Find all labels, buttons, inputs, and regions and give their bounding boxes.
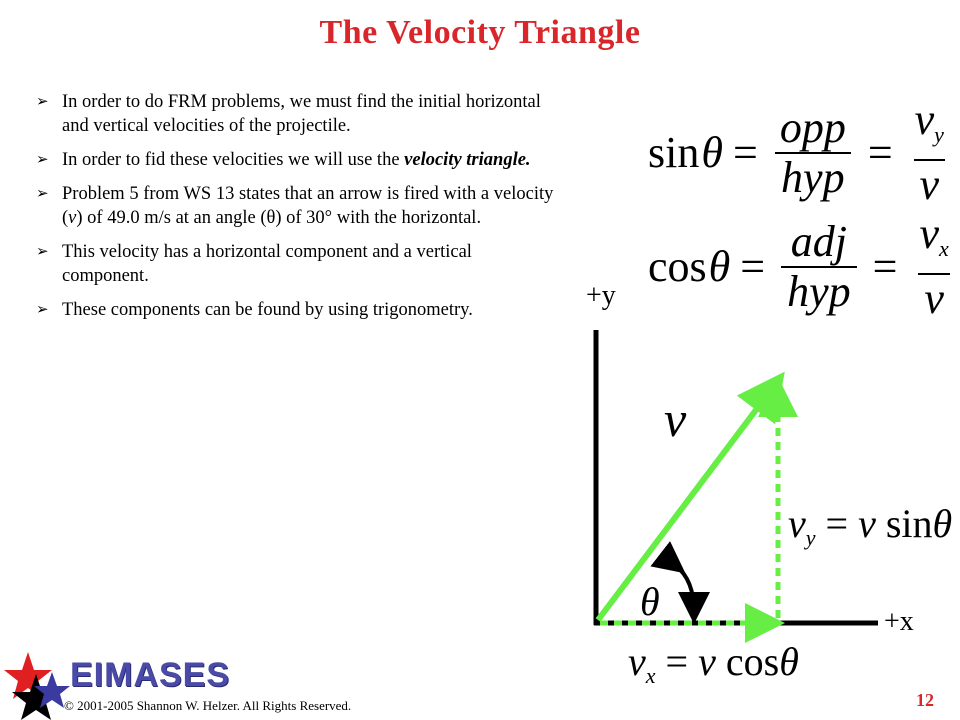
theta-label: θ: [640, 579, 660, 624]
arrow-bullet-icon: ➢: [36, 152, 49, 168]
cos-equation: cos θ = $\frac{\text{adj}}{\text{hyp}}$ = $\frac{v_x}{v}$: [648, 212, 960, 321]
bullet-text: In order to do FRM problems, we must find the initial horizontal and vertical velocities of the projectile.: [62, 92, 541, 136]
bullet-var-v: v: [68, 208, 77, 228]
bullet-text: This velocity has a horizontal component and a vertical component.: [62, 242, 472, 286]
arrow-bullet-icon: ➢: [36, 244, 49, 260]
arrow-bullet-icon: ➢: [36, 94, 49, 110]
angle-arc: [676, 566, 694, 612]
cos-fn: cos: [648, 242, 707, 291]
fraction-denominator: hyp: [775, 152, 851, 200]
vy-equation: $v_y = v$ sinθ: [788, 501, 953, 550]
bullet-text: In order to fid these velocities we will use the: [62, 150, 405, 170]
bullet-var-theta: θ: [266, 208, 276, 228]
bullet-emphasis: velocity triangle.: [404, 150, 531, 170]
eimases-logo: EIMASES: [70, 656, 231, 694]
sin-theta: θ: [701, 128, 723, 177]
bullet-text: ) of 30° with the horizontal.: [275, 208, 482, 228]
sin-equation: sin θ = $\frac{\text{opp}}{\text{hyp}}$ = $\frac{v_y}{v}$: [648, 98, 956, 207]
vx-equation: $v_x = v$ cosθ: [628, 639, 799, 688]
subscript-x: x: [939, 236, 949, 261]
fraction-numerator: v: [914, 95, 935, 144]
velocity-label: v: [664, 391, 687, 447]
bullet-text: These components can be found by using trigonometry.: [62, 300, 473, 320]
bullet-text: ) of 49.0 m/s at an angle (: [76, 208, 267, 228]
arrow-bullet-icon: ➢: [36, 186, 49, 202]
subscript-y: y: [934, 122, 944, 147]
fraction-denominator: hyp: [781, 266, 857, 314]
copyright-text: © 2001-2005 Shannon W. Helzer. All Rights Reserved.: [64, 698, 352, 713]
x-axis-label: +x: [884, 606, 914, 637]
sin-fn: sin: [648, 128, 700, 177]
arrow-bullet-icon: ➢: [36, 302, 49, 318]
page-number: 12: [916, 690, 934, 710]
cos-theta: θ: [708, 242, 731, 291]
fraction-numerator: opp: [779, 102, 846, 152]
fraction-denominator: v: [914, 159, 946, 207]
fraction-numerator: v: [919, 209, 939, 258]
fraction-numerator: adj: [790, 216, 847, 266]
bullet-text: Problem 5 from WS 13 states that an arrow is fired with a velocity (: [62, 184, 554, 228]
slide-title: The Velocity Triangle: [319, 14, 641, 51]
y-axis-label: +y: [586, 280, 616, 311]
fraction-denominator: v: [918, 273, 950, 321]
